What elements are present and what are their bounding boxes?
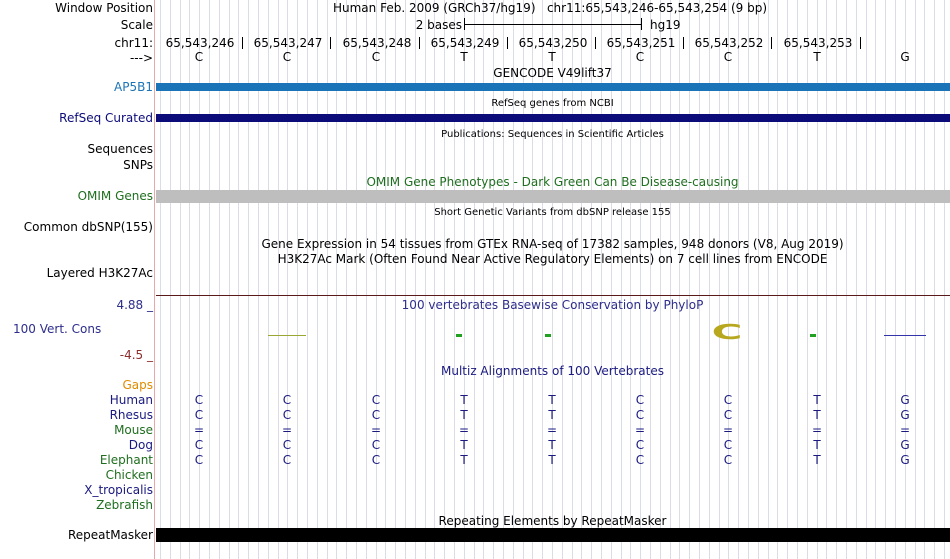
- reference-base: T: [460, 50, 468, 64]
- reference-base: C: [282, 50, 292, 64]
- window-position-label: Window Position: [55, 1, 153, 15]
- scale-bar-left-end: [464, 18, 465, 30]
- repeatmasker-element-bar[interactable]: [156, 528, 950, 542]
- species-base: G: [900, 453, 910, 467]
- refseq-gene-bar[interactable]: [156, 114, 950, 122]
- species-base: C: [371, 408, 381, 422]
- ruler-tick: [330, 37, 331, 49]
- species-base: C: [282, 393, 292, 407]
- snps-track-label[interactable]: SNPs: [123, 158, 153, 172]
- species-base: C: [723, 438, 733, 452]
- gencode-gene-label[interactable]: AP5B1: [114, 80, 153, 94]
- h3k27ac-baseline: [156, 295, 950, 296]
- phylop-min-label: -4.5 _: [119, 348, 153, 362]
- strand-label: --->: [129, 51, 153, 65]
- species-base: T: [548, 408, 556, 422]
- gencode-gene-bar[interactable]: [156, 83, 950, 91]
- species-base: C: [635, 453, 645, 467]
- species-label-rhesus[interactable]: Rhesus: [109, 408, 153, 422]
- scale-value: 2 bases: [415, 18, 462, 32]
- h3k27ac-track-title: H3K27Ac Mark (Often Found Near Active Regulatory Elements) on 7 cell lines from ENCODE: [277, 252, 828, 266]
- sequences-track-label[interactable]: Sequences: [87, 142, 153, 156]
- species-base: C: [282, 408, 292, 422]
- phylop-mark-2: [268, 335, 306, 336]
- phylop-mark-8: [810, 334, 816, 337]
- ruler-position-label: 65,543,248: [342, 36, 412, 50]
- species-base: C: [635, 408, 645, 422]
- species-base: C: [282, 453, 292, 467]
- omim-track-label[interactable]: OMIM Genes: [77, 189, 153, 203]
- scale-label: Scale: [120, 18, 153, 32]
- species-base: G: [900, 438, 910, 452]
- ruler-tick: [419, 37, 420, 49]
- omim-track-title: OMIM Gene Phenotypes - Dark Green Can Be Disease-causing: [366, 175, 739, 189]
- species-base: =: [634, 423, 646, 437]
- species-base: C: [282, 438, 292, 452]
- ruler-position-label: 65,543,251: [606, 36, 676, 50]
- species-base: =: [458, 423, 470, 437]
- ruler-tick: [507, 37, 508, 49]
- label-divider: [154, 0, 155, 559]
- species-label-chicken[interactable]: Chicken: [105, 468, 153, 482]
- scale-bar-right-end: [641, 18, 642, 30]
- species-base: T: [813, 408, 821, 422]
- dbsnp-track-label[interactable]: Common dbSNP(155): [23, 220, 153, 234]
- species-base: T: [548, 453, 556, 467]
- species-base: T: [460, 438, 468, 452]
- ruler-position-label: 65,543,253: [783, 36, 853, 50]
- gencode-track-title: GENCODE V49lift37: [493, 66, 612, 80]
- species-base: C: [194, 393, 204, 407]
- reference-base: G: [900, 50, 910, 64]
- species-base: T: [813, 453, 821, 467]
- ruler-tick: [860, 37, 861, 49]
- species-base: =: [281, 423, 293, 437]
- species-base: G: [900, 408, 910, 422]
- h3k27ac-track-label[interactable]: Layered H3K27Ac: [46, 266, 153, 280]
- species-base: T: [548, 393, 556, 407]
- dbsnp-track-title: Short Genetic Variants from dbSNP release 155: [434, 207, 671, 218]
- species-base: =: [370, 423, 382, 437]
- scale-bar: [465, 24, 641, 25]
- phylop-mark-6-logo: C: [711, 320, 743, 344]
- ruler-tick: [595, 37, 596, 49]
- species-base: =: [193, 423, 205, 437]
- repeatmasker-track-title: Repeating Elements by RepeatMasker: [438, 514, 667, 528]
- species-base: C: [194, 453, 204, 467]
- ruler-position-label: 65,543,250: [518, 36, 588, 50]
- window-position-value: Human Feb. 2009 (GRCh37/hg19) chr11:65,543,246-65,543,254 (9 bp): [332, 1, 767, 15]
- species-base: =: [546, 423, 558, 437]
- reference-base: T: [813, 50, 821, 64]
- species-label-elephant[interactable]: Elephant: [99, 453, 153, 467]
- ruler-position-label: 65,543,247: [253, 36, 323, 50]
- species-base: =: [899, 423, 911, 437]
- ruler-position-label: 65,543,252: [694, 36, 764, 50]
- gtex-track-title: Gene Expression in 54 tissues from GTEx RNA-seq of 17382 samples, 948 donors (V8, Aug 2019): [261, 237, 844, 251]
- publications-track-title: Publications: Sequences in Scientific Articles: [441, 129, 664, 140]
- reference-base: T: [548, 50, 556, 64]
- species-label-human[interactable]: Human: [109, 393, 153, 407]
- species-base: T: [548, 438, 556, 452]
- ruler-tick: [683, 37, 684, 49]
- reference-base: C: [723, 50, 733, 64]
- species-base: G: [900, 393, 910, 407]
- species-base: =: [722, 423, 734, 437]
- species-base: T: [813, 393, 821, 407]
- species-base: T: [460, 453, 468, 467]
- scale-assembly: hg19: [650, 18, 681, 32]
- species-label-mouse[interactable]: Mouse: [114, 423, 153, 437]
- omim-gene-bar[interactable]: [156, 190, 950, 203]
- species-base: T: [813, 438, 821, 452]
- ruler-tick: [242, 37, 243, 49]
- species-base: C: [371, 438, 381, 452]
- phylop-mark-5: [545, 334, 551, 337]
- species-label-dog[interactable]: Dog: [128, 438, 153, 452]
- reference-base: C: [371, 50, 381, 64]
- phylop-track-title: 100 vertebrates Basewise Conservation by PhyloP: [401, 298, 704, 312]
- species-label-x_tropicalis[interactable]: X_tropicalis: [84, 483, 153, 497]
- ruler-tick: [771, 37, 772, 49]
- ruler-position-label: 65,543,246: [165, 36, 235, 50]
- species-base: C: [194, 438, 204, 452]
- species-base: =: [811, 423, 823, 437]
- reference-base: C: [194, 50, 204, 64]
- species-base: C: [194, 408, 204, 422]
- species-base: C: [635, 438, 645, 452]
- phylop-track-label[interactable]: 100 Vert. Cons: [13, 322, 102, 336]
- phylop-max-label: 4.88 _: [116, 298, 153, 312]
- refseq-track-title: RefSeq genes from NCBI: [491, 98, 614, 109]
- species-base: T: [460, 393, 468, 407]
- phylop-mark-9: [884, 335, 926, 336]
- refseq-track-label[interactable]: RefSeq Curated: [59, 111, 153, 125]
- species-label-zebrafish[interactable]: Zebrafish: [96, 498, 153, 512]
- species-base: C: [635, 393, 645, 407]
- chrom-label: chr11:: [114, 36, 153, 50]
- multiz-gaps-label[interactable]: Gaps: [122, 378, 153, 392]
- species-base: T: [460, 408, 468, 422]
- species-base: C: [371, 453, 381, 467]
- multiz-track-title: Multiz Alignments of 100 Vertebrates: [440, 364, 665, 378]
- phylop-mark-4: [456, 334, 462, 337]
- species-base: C: [723, 393, 733, 407]
- species-base: C: [371, 393, 381, 407]
- species-base: C: [723, 453, 733, 467]
- species-base: C: [723, 408, 733, 422]
- reference-base: C: [635, 50, 645, 64]
- ruler-position-label: 65,543,249: [430, 36, 500, 50]
- repeatmasker-track-label[interactable]: RepeatMasker: [67, 528, 153, 542]
